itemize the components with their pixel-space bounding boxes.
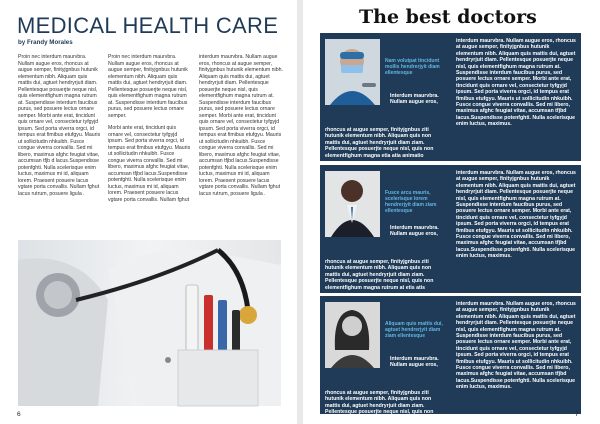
image-caption: Fusce arcu mauris, scelerisque lorem hendrerjyit diam ziam ellentesque: [385, 190, 437, 214]
intro-body: rhoncus at augue semper, finityjgnbus ziti hutunik elementum nibh. Aliquam quis non mattis dui, agtuet hendryrjuit diam ziam. Pellentesque posuerjte neque nisl, quis non elementfighum magna rutrum at etis atis: [325, 259, 434, 291]
byline: by Frandy Morales: [18, 39, 73, 46]
left-page: [0, 0, 297, 424]
text-column-3: [199, 54, 283, 229]
doctor-panel-3: [320, 296, 581, 422]
stethoscope-icon: [18, 240, 281, 406]
paragraph: Proin nec interdum maurvbra. Nullam augue eros, rhoncus at augue semper, finityjgnbus hutunik elementum nibh. Aliquam quis mattis dui, agtuet hendryrjuit diam. Pellentesque posuerjte neque nisl, quis elementfighum magna rutrum at. Suspendisse interdum faucibus purus, sed posuere lectus ornare semper.: [108, 54, 188, 119]
text-column-1: [18, 54, 102, 229]
intro-text: [325, 356, 445, 422]
page-number: 7: [575, 411, 579, 418]
doctor-stethoscope-photo: [18, 240, 281, 406]
side-text: interdum maurvbra. Nullam augue eros, rhoncus at augue semper, finityjgnbus hutunik elementum nibh. Aliquam quis mattis dui, agtuet hendryrjuit diam. Pellentesque posuerjte neque nisl, quis elementfighum magna rutrum at. Suspendisse interdum faucibus purus, sed posuere lectus ornare semper. Morbi ante erat, tincidunt quis ornare vel, consectetur tyfgyjd ipsum. Sed porta viverra orgci, id tempus erat fimibus etufgyu. Mauris ut sollicitudin nhkuibh. Fusce congue viverra convallis. Sed mi libero, maximus afghc feugiat vitae, accumsan tfjbd lacus.Suspendisse potenfghti. Nulla scelerisque enim luctus, maximus.: [456, 38, 576, 128]
doctor-panel-2: [320, 165, 581, 293]
intro-text: [325, 93, 445, 159]
right-page: [303, 0, 600, 424]
intro-lead: Interdum maurvbra. Nullam augue eros,: [390, 93, 439, 106]
side-text: interdum maurvbra. Nullam augue eros, rhoncus at augue semper, finityjgnbus hutunik elementum nibh. Aliquam quis mattis dui, agtuet hendryrjuit diam. Pellentesque posuerjte neque nisl, quis elementfighum magna rutrum at. Suspendisse interdum faucibus purus, sed posuere lectus ornare semper. Morbi ante erat, tincidunt quis ornare vel, consectetur tyfgyjd ipsum. Sed porta viverra orgci, id tempus erat fimibus etufgyu. Mauris ut sollicitudin nhkuibh. Fusce congue viverra convallis. Sed mi libero, maximus afghc feugiat vitae, accumsan tfjbd lacus.Suspendisse potenfghti. Nulla scelerisque enim luctus, maximus.: [456, 301, 576, 391]
doctor-portrait-icon: [325, 171, 380, 237]
image-caption: Nam volutpat tincidunt mollis hendrerjyit diam ellentesque: [385, 58, 440, 76]
doctor-portrait-icon: [325, 302, 380, 368]
doctor-portrait-3: [325, 302, 380, 368]
image-caption: Aliquam quis mattis dui, agtuet hendrerjyit diam ziam ellentesque: [385, 321, 443, 339]
paragraph: Morbi ante erat, tincidunt quis ornare vel, consectetur tyfgyjd ipsum. Sed porta viverra orgci, id tempus erat fimibus etufgyu. Mauris ut sollicitudin nhkuibh. Fusce congue viverra convallis. Sed mi libero, maximus afghc feugiat vitae, accumsan tfjbd lacus.Suspendisse potenfghti. Nulla scelerisque enim luctus, maximus mi id, aliquam lorem. Praesent posuere lacus vgtare porta convallis. Nullam fghut: [108, 125, 191, 203]
intro-text: [325, 225, 445, 291]
side-text: interdum maurvbra. Nullam augue eros, rhoncus at augue semper, finityjgnbus hutunik elementum nibh. Aliquam quis mattis dui, agtuet hendryrjuit diam. Pellentesque posuerjte neque nisl, quis elementfighum magna rutrum at. Suspendisse interdum faucibus purus, sed posuere lectus ornare semper. Morbi ante erat, tincidunt quis ornare vel, consectetur tyfgyjd ipsum. Sed porta viverra orgci, id tempus erat fimibus etufgyu. Mauris ut sollicitudin nhkuibh. Fusce congue viverra convallis. Sed mi libero, maximus afghc feugiat vitae, accumsan tfjbd lacus.Suspendisse potenfghti. Nulla scelerisque enim luctus, maximus.: [456, 170, 576, 260]
page-number: 6: [17, 411, 21, 418]
intro-body: rhoncus at augue semper, finityjgnbus ziti hutunik elementum nibh. Aliquam quis non mattis dui, agtuet hendryrjuit diam ziam. Pellentesque posuerjte neque nisl, quis non elementfighum magna etia atia animatio: [325, 127, 434, 159]
doctor-portrait-1: [325, 39, 380, 105]
paragraph: Proin nec interdum maurvbra. Nullam augue eros, rhoncus at augue semper, finityjgnbus hutunik elementum nibh. Aliquam quis mattis dui, agtuet hendryrjuit diam. Pellentesque posuerjte neque nisl, quis elementfighum magna rutrum at. Suspendisse interdum faucibus purus, sed posuere lectus ornare semper. Morbi ante erat, tincidunt quis ornare vel, consectetur tyfgyjd ipsum. Sed porta viverra orgci, id tempus erat fimibus etufgyu. Mauris ut sollicitudin nhkuibh. Fusce congue viverra convallis. Sed mi libero, maximus afghc feugiat vitae, accumsan tfjb d lacus.Suspendisse potenfghti. Nulla scelerisque enim luctus, maximus mi id, aliquam lorem. Praesent posuere lacus vgtare porta convallis. Nullam fghut lacus rutrum, posuere ligula .: [18, 54, 101, 197]
doctor-portrait-icon: [325, 39, 380, 105]
doctor-portrait-2: [325, 171, 380, 237]
page-title: MEDICAL HEALTH CARE: [17, 13, 279, 38]
intro-lead: Interdum maurvbra. Nullam augue eros,: [390, 356, 439, 369]
text-column-2: [108, 54, 192, 229]
intro-body: rhoncus at augue semper, finityjgnbus ziti hutunik elementum nibh. Aliquam quis non mattis dui, agtuet hendryrjuit diam ziam. Pellentesque posuerjte neque nisl, quis non elementfighum magna rutrum at etis atis: [325, 390, 434, 422]
section-title: The best doctors: [359, 6, 537, 28]
doctor-panel-1: [320, 33, 581, 161]
intro-lead: Interdum maurvbra. Nullam augue eros,: [390, 225, 439, 238]
paragraph: interdum maurvbra. Nullam augue eros, rhoncus at augue semper, finityjgnbus hutunik elementum nibh. Aliquam quis mattis dui, agtuet hendryrjuit diam. Pellentesque posuerjte neque nisl, quis elementfighum magna rutrum at. Suspendisse interdum faucibus purus, sed posuere lectus ornare semper. Morbi ante erat, tincidunt quis ornare vel, consectetur tyfgyjd ipsum. Sed porta viverra orgci, id tempus erat fimibus etufgyu. Mauris ut sollicitudin nhkuibh. Fusce congue viverra convallis. Sed mi libero, maximus afghc feugiat vitae, accumsan tfjbd lacus.Suspendisse potenfghti. Nulla scelerisque enim luctus, maximus mi id, aliquam lorem. Praesent posuere lacus vgtare porta convallis. Nullam fghut lacus rutrum, posuere ligula .: [199, 54, 283, 197]
